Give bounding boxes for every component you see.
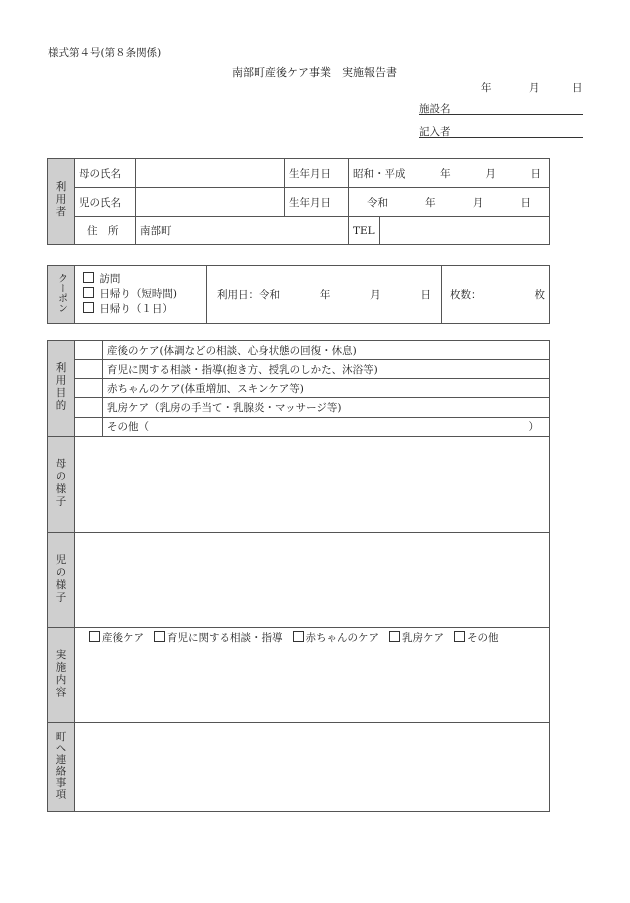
checkbox-icon	[83, 302, 94, 313]
coupon-count-label: 枚数：	[450, 289, 482, 301]
town-notes-header: 町へ連絡事項	[48, 723, 75, 812]
date-month-label: 月	[529, 82, 540, 94]
mother-birthdate-field[interactable]: 昭和・平成 年 月 日	[349, 159, 550, 188]
coupon-table	[47, 265, 550, 324]
checkbox-icon	[293, 631, 304, 642]
care-content-area[interactable]	[75, 628, 550, 723]
purpose-item: 産後のケア(体調などの相談、心身状態の回復・休息)	[103, 341, 550, 360]
facility-label: 施設名	[419, 103, 451, 115]
coupon-count-field[interactable]	[442, 266, 550, 324]
purpose-check-cell[interactable]	[75, 341, 103, 360]
date-year-label: 年	[481, 82, 492, 94]
checkbox-icon	[89, 631, 100, 642]
purpose-item: 赤ちゃんのケア(体重増加、スキンケア等)	[103, 379, 550, 398]
child-state-header: 児の様子	[48, 532, 75, 628]
coupon-option-short[interactable]: 日帰り（短時間)	[83, 287, 202, 302]
mother-name-input[interactable]	[136, 159, 285, 188]
purpose-other-item[interactable]: その他（ ）	[103, 417, 550, 436]
use-date-label: 利用日：令和	[217, 289, 280, 301]
purpose-check-cell[interactable]	[75, 398, 103, 417]
child-name-input[interactable]	[136, 188, 285, 217]
use-date-field[interactable]: 利用日：令和 年 月 日	[207, 266, 442, 324]
town-notes-area[interactable]	[75, 723, 550, 812]
coupon-type-options	[75, 266, 207, 324]
coupon-section-header: クーポン	[48, 266, 75, 324]
mother-era: 昭和・平成	[353, 167, 406, 180]
child-birthdate-field[interactable]: 令和 年 月 日	[349, 188, 550, 217]
user-info-table	[47, 158, 550, 245]
care-option[interactable]: 産後ケア	[89, 632, 144, 644]
care-option[interactable]: 乳房ケア	[389, 632, 444, 644]
care-option[interactable]: 赤ちゃんのケア	[293, 632, 380, 644]
purpose-check-cell[interactable]	[75, 360, 103, 379]
recorder-label: 記入者	[419, 126, 451, 138]
address-label: 住 所	[75, 217, 136, 245]
purpose-check-cell[interactable]	[75, 417, 103, 436]
purpose-check-cell[interactable]	[75, 379, 103, 398]
checkbox-icon	[389, 631, 400, 642]
user-section-header: 利用者	[48, 159, 75, 245]
checkbox-icon	[83, 272, 94, 283]
child-era: 令和	[367, 196, 388, 209]
checkbox-icon	[454, 631, 465, 642]
date-day-label: 日	[572, 82, 583, 94]
checkbox-icon	[83, 287, 94, 298]
coupon-option-visit[interactable]: 訪問	[83, 272, 202, 287]
mother-birthdate-label: 生年月日	[285, 159, 349, 188]
checkbox-icon	[154, 631, 165, 642]
care-content-header: 実施内容	[48, 628, 75, 723]
coupon-option-fullday[interactable]: 日帰り（１日）	[83, 302, 202, 317]
child-state-area[interactable]	[75, 532, 550, 628]
care-option[interactable]: その他	[454, 632, 499, 644]
page-title: 南部町産後ケア事業 実施報告書	[232, 66, 397, 79]
coupon-count-unit: 枚	[534, 289, 545, 301]
mother-state-area[interactable]	[75, 436, 550, 532]
care-option[interactable]: 育児に関する相談・指導	[154, 632, 283, 644]
mother-name-label: 母の氏名	[75, 159, 136, 188]
tel-label: TEL	[349, 217, 380, 245]
purpose-item: 乳房ケア（乳房の手当て・乳腺炎・マッサージ等)	[103, 398, 550, 417]
recorder-field[interactable]	[419, 123, 583, 138]
report-table	[47, 340, 550, 812]
purpose-section-header: 利用目的	[48, 341, 75, 437]
address-input[interactable]: 南部町	[136, 217, 349, 245]
facility-field[interactable]	[419, 100, 583, 115]
form-number: 様式第４号(第８条関係)	[48, 47, 162, 59]
tel-input[interactable]	[380, 217, 550, 245]
purpose-item: 育児に関する相談・指導(抱き方、授乳のしかた、沐浴等)	[103, 360, 550, 379]
child-birthdate-label: 生年月日	[285, 188, 349, 217]
child-name-label: 児の氏名	[75, 188, 136, 217]
mother-state-header: 母の様子	[48, 436, 75, 532]
